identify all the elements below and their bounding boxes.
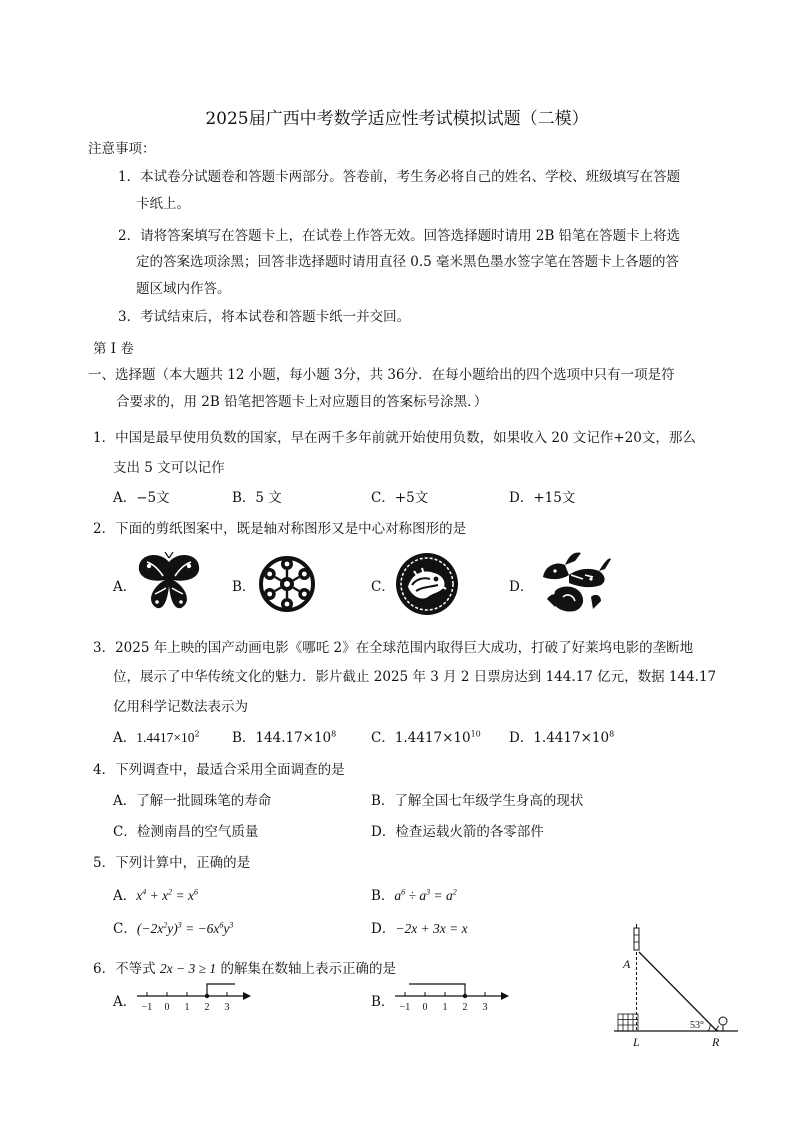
- notice-item-1-line1: 1．本试卷分试题卷和答题卡两部分。答卷前，考生务必将自己的姓名、学校、班级填写在答题: [118, 169, 681, 185]
- tiger-medallion-papercut-icon: [394, 551, 460, 617]
- q3-option-d: D．$1.4417\times 10^8$: [509, 729, 615, 746]
- tick-b-1: −1: [399, 1002, 411, 1013]
- tick-b-5: 3: [482, 1002, 488, 1013]
- number-line-b: [393, 980, 511, 1014]
- q2-label-d: D．: [509, 579, 534, 595]
- tick-a-3: 1: [184, 1002, 190, 1013]
- q2-label-b: B．: [232, 579, 256, 595]
- q5-option-c: C．$(-2x^2y)^3 = -6x^6y^3$: [113, 920, 234, 937]
- triangle-figure: [606, 922, 756, 1052]
- notice-heading: 注意事项：: [88, 141, 156, 157]
- tower-icon: [634, 924, 639, 950]
- q5-option-a: A．$x^4 + x^2 = x^6$: [113, 887, 198, 904]
- point-l-label: L: [633, 1035, 640, 1049]
- q3-line2: 位，展示了中华传统文化的魅力．影片截止 2025 年 3 月 2 日票房达到 144.17 亿元，数据 144.17: [113, 669, 717, 685]
- q2-label-a: A．: [113, 579, 137, 595]
- notice-item-1-line2: 卡纸上。: [136, 196, 190, 212]
- q2-label-c: C．: [371, 579, 395, 595]
- q3-option-b: B．$144.17\times 10^8$: [232, 729, 337, 746]
- building-icon: [618, 1014, 638, 1031]
- point-r-label: R: [712, 1035, 720, 1049]
- tick-b-3: 1: [442, 1002, 448, 1013]
- q4-stem: 4．下列调查中，最适合采用全面调查的是: [93, 762, 345, 778]
- tick-b-4: 2: [462, 1002, 468, 1013]
- q4-option-b: B．了解全国七年级学生身高的现状: [371, 793, 584, 809]
- q1-line2: 支出 5 文可以记作: [113, 460, 225, 476]
- q6-label-b: B．: [371, 994, 395, 1010]
- q5-option-b: B．$a^6 \div a^3 = a^2$: [371, 887, 457, 904]
- q1-option-a: A．−5文: [113, 490, 170, 506]
- number-line-a: [135, 980, 253, 1014]
- q1-line1: 1．中国是最早使用负数的国家，早在两千多年前就开始使用负数，如果收入 20 文记作+20文，那么: [93, 430, 696, 446]
- q5-stem: 5．下列计算中，正确的是: [93, 855, 251, 871]
- section-1-line2: 合要求的，用 2B 铅笔把答题卡上对应题目的答案标号涂黑．）: [116, 394, 488, 410]
- butterfly-papercut-icon: [135, 552, 203, 612]
- q5-option-d: D．−2x + 3x = x: [371, 921, 468, 937]
- tick-b-2: 0: [422, 1002, 428, 1013]
- volume-heading: 第 I 卷: [93, 341, 134, 357]
- q1-option-b: B．5 文: [232, 490, 282, 506]
- q4-option-d: D．检查运载火箭的各零部件: [371, 824, 544, 840]
- q6-stem: 6．不等式 2x − 3 ≥ 1 的解集在数轴上表示正确的是: [93, 961, 396, 977]
- q6-label-a: A．: [113, 994, 137, 1010]
- tick-a-4: 2: [204, 1002, 210, 1013]
- observer-icon: [717, 1017, 727, 1031]
- notice-item-2-line3: 题区域内作答。: [136, 281, 231, 297]
- q4-option-c: C．检测南昌的空气质量: [113, 824, 259, 840]
- notice-item-2-line1: 2．请将答案填写在答题卡上，在试卷上作答无效。回答选择题时请用 2B 铅笔在答题卡上将选: [118, 228, 681, 244]
- page-title: 2025届广西中考数学适应性考试模拟试题（二模）: [205, 109, 589, 129]
- q1-option-c: C．+5文: [371, 490, 429, 506]
- tick-a-2: 0: [164, 1002, 170, 1013]
- section-1-line1: 一、选择题（本大题共 12 小题，每小题 3分，共 36分．在每小题给出的四个选项中只有一项是符: [88, 367, 675, 383]
- q3-line3: 亿用科学记数法表示为: [113, 699, 248, 715]
- point-a-label: A: [623, 957, 631, 971]
- tick-a-5: 3: [224, 1002, 230, 1013]
- snowflake-papercut-icon: [255, 552, 319, 616]
- q2-stem: 2．下面的剪纸图案中，既是轴对称图形又是中心对称图形的是: [93, 521, 467, 537]
- tick-a-1: −1: [141, 1002, 153, 1013]
- angle-label: 53°: [690, 1020, 704, 1031]
- q4-option-a: A．了解一批圆珠笔的寿命: [113, 793, 272, 809]
- notice-item-2-line2: 定的答案选项涂黑；回答非选择题时请用直径 0.5 毫米黑色墨水签字笔在答题卡上各题的答: [136, 254, 680, 270]
- q1-option-d: D．+15文: [509, 490, 576, 506]
- notice-item-3-line1: 3．考试结束后，将本试卷和答题卡纸一并交回。: [118, 309, 411, 325]
- q3-option-c: C．$1.4417\times 10^{10}$: [371, 729, 481, 746]
- q3-option-a: A．$1.4417\times 10^2$: [113, 729, 200, 746]
- q3-line1: 3．2025 年上映的国产动画电影《哪吒 2》在全球范围内取得巨大成功，打破了好莱坞电影的垄断地: [93, 640, 694, 656]
- cranes-lotus-papercut-icon: [535, 547, 613, 615]
